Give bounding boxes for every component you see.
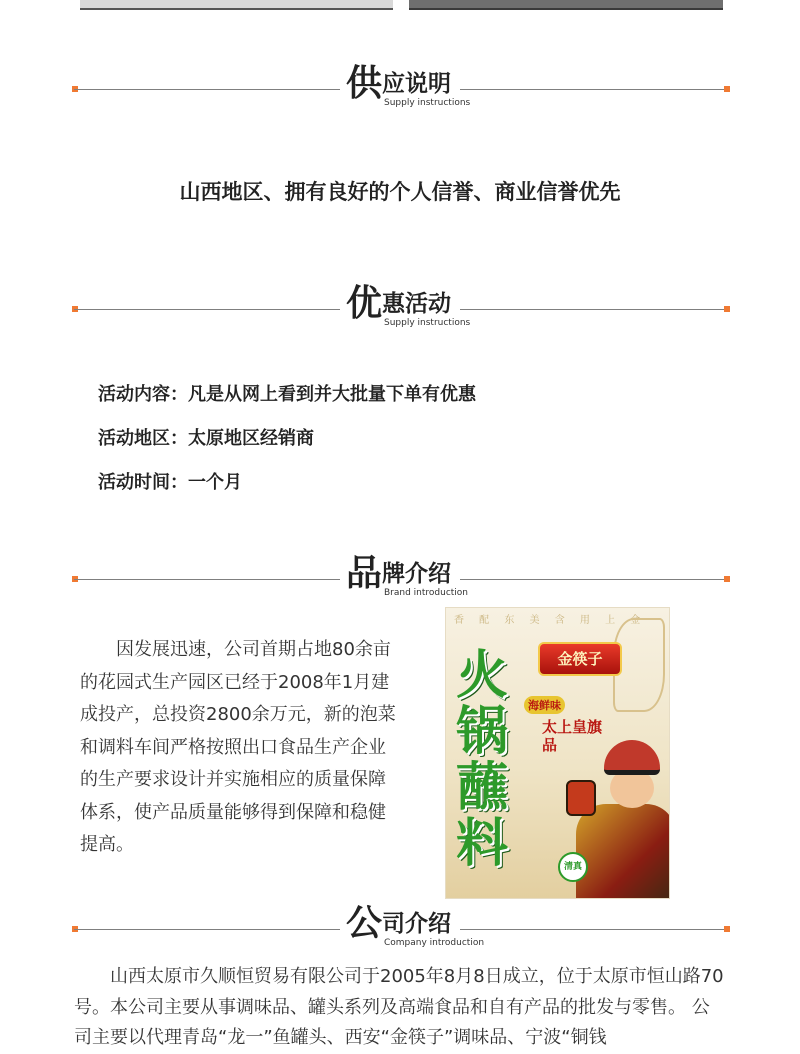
product-package-image bbox=[446, 608, 669, 898]
divider-line-right bbox=[460, 89, 726, 90]
section-header-promo bbox=[0, 280, 800, 340]
product-name-text: 火锅蘸料 bbox=[456, 646, 509, 874]
emperor-figure-body bbox=[576, 804, 669, 898]
halal-seal: 清真 bbox=[558, 852, 588, 882]
title-big-char: 公 bbox=[346, 903, 383, 944]
section-title bbox=[346, 900, 485, 948]
title-big-char: 供 bbox=[346, 63, 383, 104]
section-header-company bbox=[0, 900, 800, 960]
title-rest: 惠活动 bbox=[382, 291, 452, 317]
section-header-brand bbox=[0, 550, 800, 610]
sauce-jar-icon bbox=[566, 780, 596, 816]
section-title bbox=[346, 60, 471, 108]
orange-dot-right bbox=[724, 926, 730, 932]
brand-description: 因发展迅速，公司首期占地80余亩的花园式生产园区已经于2008年1月建成投产，总投资2800余万元，新的泡菜和调料车间严格按照出口食品生产企业的生产要求设计并实施相应的质量保障体系，使产品质量能够得到保障和稳健提高。 bbox=[80, 639, 396, 855]
company-description: 山西太原市久顺恒贸易有限公司于2005年8月8日成立，位于太原市恒山路70号。本公司主要从事调味品、罐头系列及高端食品和自有产品的批发与零售。 公司主要以代理青岛“龙一”鱼罐头、西安“金筷子”调味品、宁波“铜钱 bbox=[74, 966, 724, 1048]
divider-line-right bbox=[460, 929, 726, 930]
promo-duration-line: 活动时间：一个月 bbox=[98, 472, 242, 493]
section-header-supply bbox=[0, 60, 800, 120]
divider-line-left bbox=[74, 929, 340, 930]
divider-line-left bbox=[74, 309, 340, 310]
promo-content-line: 活动内容：凡是从网上看到并大批量下单有优惠 bbox=[98, 384, 476, 405]
cursive-brand-text: 太上皇旗品 bbox=[542, 718, 603, 754]
top-image-strip-left bbox=[80, 0, 393, 10]
package-background-text: 香 配 东 美 含 用 上 金 bbox=[454, 615, 647, 626]
top-image-strip-right bbox=[409, 0, 723, 10]
title-big-char: 品 bbox=[346, 553, 383, 594]
divider-line-left bbox=[74, 579, 340, 580]
emperor-figure-hat bbox=[604, 740, 660, 775]
flavor-badge: 海鲜味 bbox=[524, 696, 565, 714]
section-subtitle: Company introduction bbox=[384, 938, 485, 948]
section-subtitle: Brand introduction bbox=[384, 588, 469, 598]
divider-line-left bbox=[74, 89, 340, 90]
divider-line-right bbox=[460, 579, 726, 580]
title-rest: 应说明 bbox=[382, 71, 452, 97]
section-title bbox=[346, 280, 471, 328]
title-rest: 牌介绍 bbox=[382, 561, 452, 587]
orange-dot-right bbox=[724, 86, 730, 92]
orange-dot-right bbox=[724, 306, 730, 312]
supply-requirement-text: 山西地区、拥有良好的个人信誉、商业信誉优先 bbox=[179, 180, 621, 204]
section-subtitle: Supply instructions bbox=[384, 98, 471, 108]
orange-dot-right bbox=[724, 576, 730, 582]
divider-line-right bbox=[460, 309, 726, 310]
section-title bbox=[346, 550, 469, 598]
title-rest: 司介绍 bbox=[382, 911, 452, 937]
promo-region-line: 活动地区：太原地区经销商 bbox=[98, 428, 314, 449]
brand-logo: 金筷子 bbox=[538, 642, 622, 676]
section-subtitle: Supply instructions bbox=[384, 318, 471, 328]
title-big-char: 优 bbox=[346, 283, 383, 324]
